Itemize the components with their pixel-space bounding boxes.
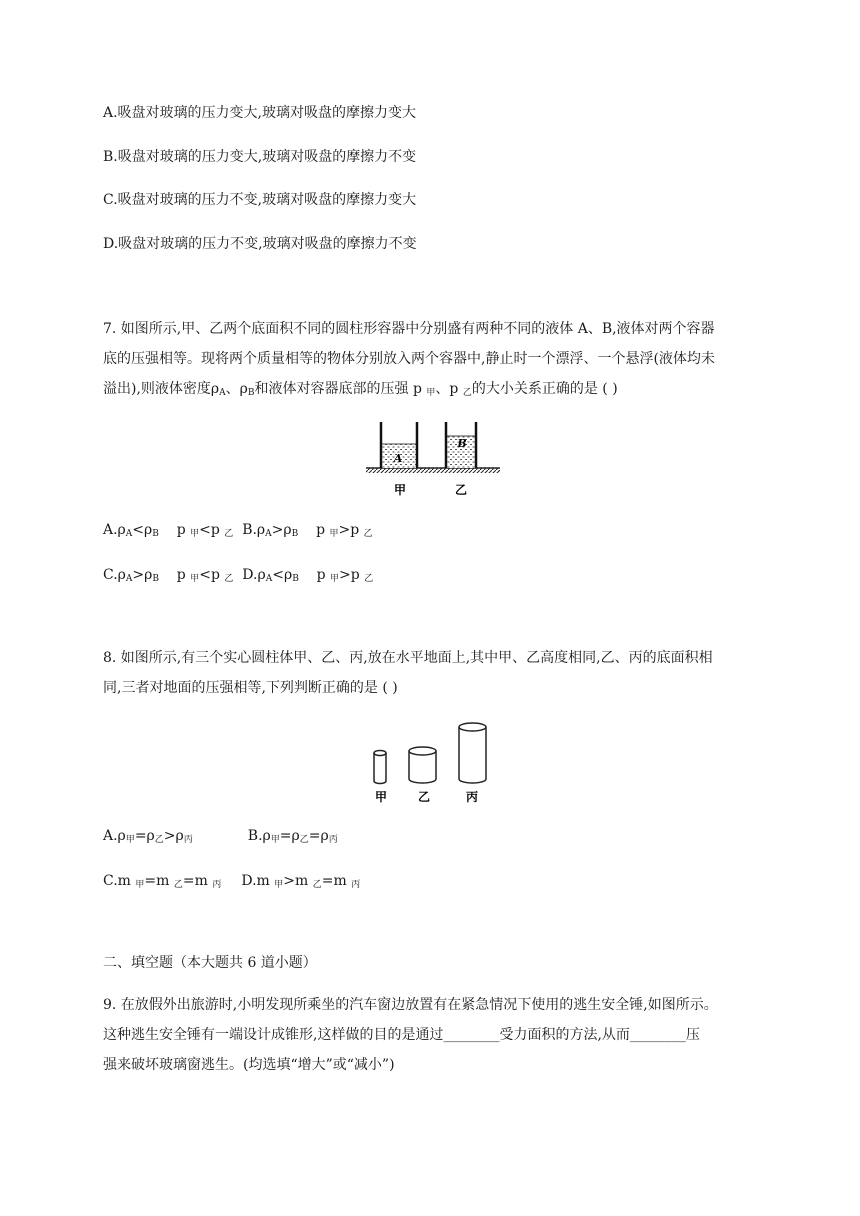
label-jia: 甲 xyxy=(374,790,388,804)
section-heading: 二、填空题（本大题共 6 道小题） xyxy=(103,955,317,971)
q7-stem-line: 溢出),则液体密度$\rho_A$、$\rho_B$和液体对容器底部的压强 p $_甲$、p $_乙$的大小关系正确的是 ( ) xyxy=(103,381,618,398)
q8-options-ab: $A.\rho_甲=\rho_乙>\rho_丙$ $B.\rho_甲=\rho_乙=\rho_丙$ xyxy=(103,828,338,845)
q9-stem xyxy=(103,990,763,1080)
liquid-a-label: A xyxy=(393,452,403,465)
label-jia: 甲 xyxy=(393,483,407,497)
cylinder-yi xyxy=(409,747,436,783)
q7-stem-line: 底的压强相等。现将两个质量相等的物体分别放入两个容器中,静止时一个漂浮、一个悬浮(液体均未 xyxy=(103,351,715,367)
q7-options-ab: $A.\rho_A<\rho_B$ p $_甲$<p $_乙$ $B.\rho_A>\rho_B$ p $_甲$>p $_乙$ xyxy=(103,522,373,539)
q9-line: 这种逃生安全锤有一端设计成锥形,这样做的目的是通过________受力面积的方法,从而________压 xyxy=(103,1027,700,1043)
q7-stem xyxy=(103,314,763,408)
q8-cylinders-figure xyxy=(365,718,500,806)
label-bing: 丙 xyxy=(465,790,479,804)
q8-stem xyxy=(103,643,763,703)
q9-line: 强来破坏玻璃窗逃生。(均选填“增大”或“减小”) xyxy=(103,1057,395,1073)
q7-stem-line: 7. 如图所示,甲、乙两个底面积不同的圆柱形容器中分别盛有两种不同的液体 A、B,液体对两个容器 xyxy=(103,321,715,337)
cylinder-jia xyxy=(374,751,386,784)
q7-options-cd: $C.\rho_A>\rho_B$ p $_甲$<p $_乙$ $D.\rho_A<\rho_B$ p $_甲$>p $_乙$ xyxy=(103,567,374,584)
q9-line: 9. 在放假外出旅游时,小明发现所乘坐的汽车窗边放置有在紧急情况下使用的逃生安全锤,如图所示。 xyxy=(103,997,718,1013)
q8-options-cd: C.m $_甲$=m $_乙$=m $_丙$ D.m $_甲$>m $_乙$=m $_丙$ xyxy=(103,873,361,890)
q6-option-b: B.吸盘对玻璃的压力变大,玻璃对吸盘的摩擦力不变 xyxy=(103,149,417,165)
label-yi: 乙 xyxy=(454,483,468,497)
q8-stem-line: 8. 如图所示,有三个实心圆柱体甲、乙、丙,放在水平地面上,其中甲、乙高度相同,乙、丙的底面积相 xyxy=(103,650,713,666)
liquid-b-label: B xyxy=(457,437,467,450)
cylinder-bing xyxy=(459,723,486,783)
q6-option-c: C.吸盘对玻璃的压力不变,玻璃对吸盘的摩擦力变大 xyxy=(103,192,417,208)
q6-option-d: D.吸盘对玻璃的压力不变,玻璃对吸盘的摩擦力不变 xyxy=(103,236,417,252)
label-yi: 乙 xyxy=(417,790,431,804)
q8-stem-line: 同,三者对地面的压强相等,下列判断正确的是 ( ) xyxy=(103,680,398,696)
q6-option-a: A.吸盘对玻璃的压力变大,玻璃对吸盘的摩擦力变大 xyxy=(103,105,417,121)
q7-containers-figure xyxy=(360,418,510,500)
